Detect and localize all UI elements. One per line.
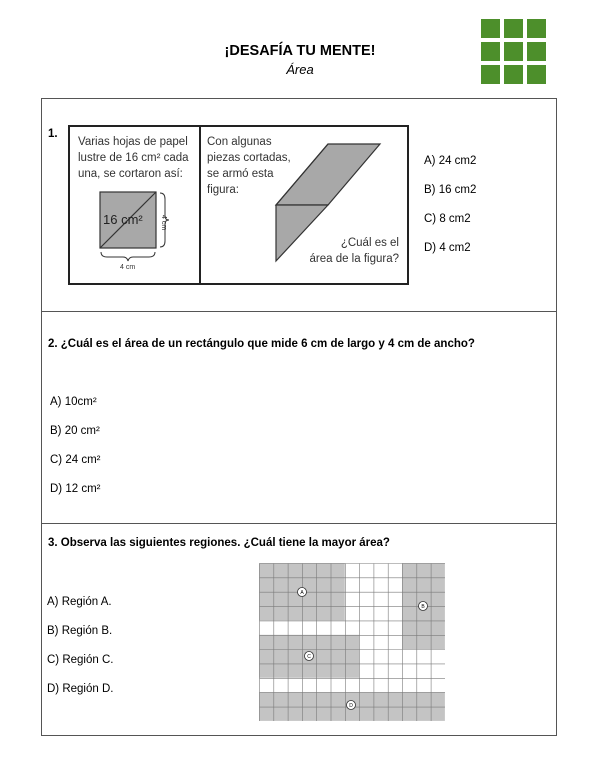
figure-question-line: área de la figura? [309, 253, 399, 265]
region-c-label: C [307, 654, 311, 660]
figure-right-line: se armó esta [207, 168, 274, 180]
figure-right-line: figura: [207, 184, 239, 196]
q2-option-a[interactable]: A) 10cm² [50, 396, 97, 408]
figure-left-line: lustre de 16 cm² cada [78, 152, 189, 164]
logo-square [481, 19, 500, 38]
q1-number: 1. [48, 128, 58, 140]
figure-left-line: Varias hojas de papel [78, 136, 188, 148]
region-grid [259, 563, 445, 721]
logo-square [527, 19, 546, 38]
q1-option-d[interactable]: D) 4 cm2 [424, 242, 471, 254]
q3-question: 3. Observa las siguientes regiones. ¿Cuál tiene la mayor área? [48, 537, 390, 549]
region-b-label: B [421, 604, 425, 610]
q2-option-b[interactable]: B) 20 cm² [50, 425, 100, 437]
q1-figure [68, 125, 409, 285]
q3-option-c[interactable]: C) Región C. [47, 654, 114, 666]
section-divider [41, 523, 557, 524]
figure-right-line: piezas cortadas, [207, 152, 291, 164]
piece-top [276, 144, 380, 205]
q3-option-a[interactable]: A) Región A. [47, 596, 112, 608]
q3-option-d[interactable]: D) Región D. [47, 683, 114, 695]
q2-option-d[interactable]: D) 12 cm² [50, 483, 101, 495]
bottom-brace [101, 252, 155, 261]
q1-option-c[interactable]: C) 8 cm2 [424, 213, 471, 225]
q3-option-b[interactable]: B) Región B. [47, 625, 113, 637]
figure-right-line: Con algunas [207, 136, 272, 148]
figure-question-line: ¿Cuál es el [340, 237, 399, 249]
figure-question-text [309, 235, 399, 267]
q2-option-c[interactable]: C) 24 cm² [50, 454, 101, 466]
side-label-bottom: 4 cm [120, 264, 136, 271]
section-divider [41, 311, 557, 312]
square-area-label: 16 cm² [103, 212, 143, 227]
figure-right-text [207, 134, 291, 198]
logo-square [504, 19, 523, 38]
q1-option-a[interactable]: A) 24 cm2 [424, 155, 477, 167]
page-subtitle: Área [286, 62, 314, 77]
region-a-label: A [300, 590, 304, 596]
page-title: ¡DESAFÍA TU MENTE! [224, 43, 376, 59]
figure-left-line: una, se cortaron así: [78, 168, 183, 180]
region-d-label: D [349, 703, 353, 709]
side-label-right: 4 cm [160, 215, 167, 231]
q1-option-b[interactable]: B) 16 cm2 [424, 184, 477, 196]
q2-question: 2. ¿Cuál es el área de un rectángulo que mide 6 cm de largo y 4 cm de ancho? [48, 338, 475, 350]
